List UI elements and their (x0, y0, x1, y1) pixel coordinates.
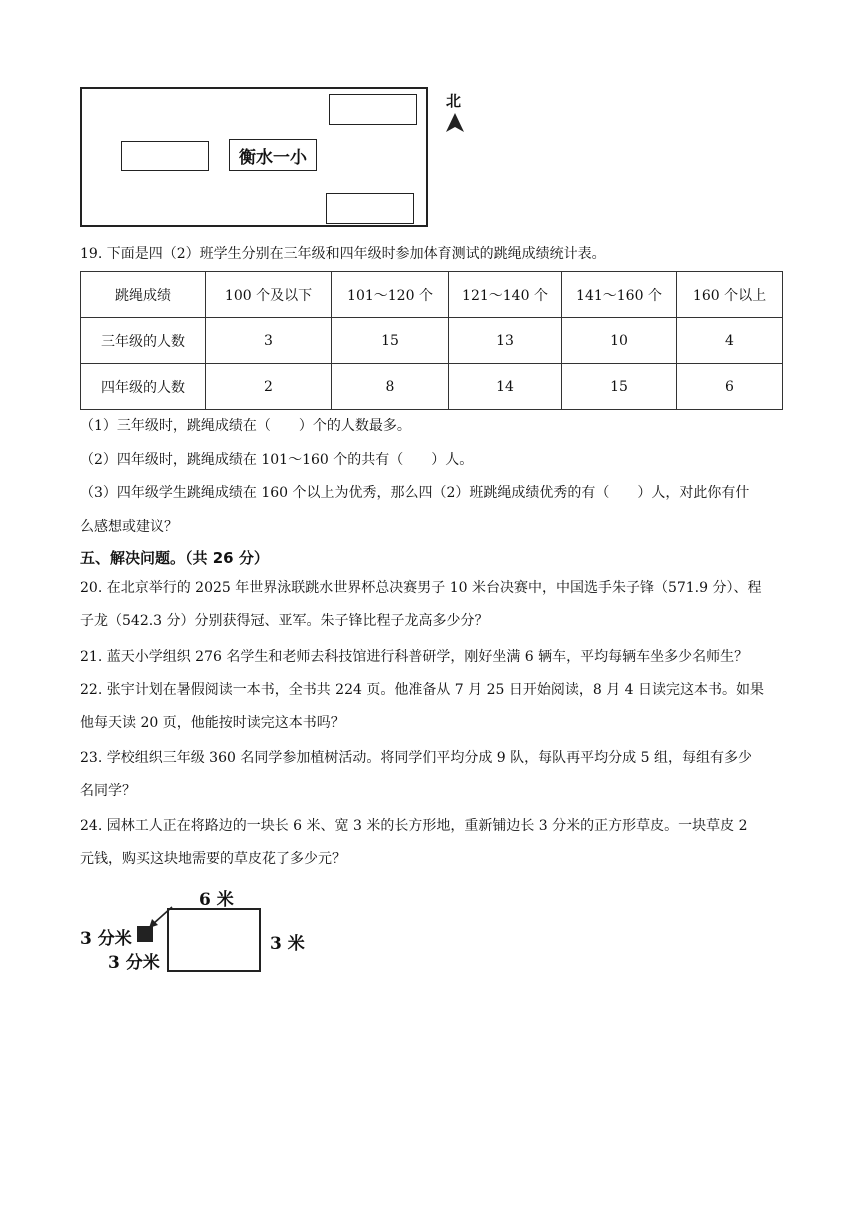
table-cell: 四年级的人数 (81, 364, 206, 410)
table-cell: 3 (206, 318, 332, 364)
map-blank-box-top-right (329, 94, 417, 125)
map-blank-box-bottom-right (326, 193, 414, 224)
q24-line1: 24. 园林工人正在将路边的一块长 6 米、宽 3 米的长方形地，重新铺边长 3 分米的正方形草皮。一块草皮 2 (80, 818, 748, 834)
q19-sub2: （2）四年级时，跳绳成绩在 101～160 个的共有（ ）人。 (80, 452, 474, 468)
north-arrow-icon (445, 112, 465, 134)
table-cell: 14 (449, 364, 562, 410)
tile-bottom-label: 3 分米 (108, 953, 160, 973)
field-rectangle (167, 908, 261, 972)
jump-rope-table (80, 271, 783, 410)
q19-sub3-line2: 么感想或建议？ (80, 519, 178, 535)
table-cell: 8 (332, 364, 449, 410)
table-cell: 6 (677, 364, 783, 410)
table-header-cell: 121～140 个 (449, 272, 562, 318)
table-header-cell: 101～120 个 (332, 272, 449, 318)
table-cell: 三年级的人数 (81, 318, 206, 364)
table-cell: 15 (562, 364, 677, 410)
tile-side-label: 3 分米 (80, 929, 132, 949)
q22-line1: 22. 张宇计划在暑假阅读一本书，全书共 224 页。他准备从 7 月 25 日开始阅读，8 月 4 日读完这本书。如果 (80, 682, 765, 698)
q20-line1: 20. 在北京举行的 2025 年世界泳联跳水世界杯总决赛男子 10 米台决赛中，中国选手朱子锋（571.9 分）、程 (80, 580, 762, 596)
q19-intro: 19. 下面是四（2）班学生分别在三年级和四年级时参加体育测试的跳绳成绩统计表。 (80, 246, 606, 262)
q24-line2: 元钱，购买这块地需要的草皮花了多少元？ (80, 851, 346, 867)
q22-line2: 他每天读 20 页，他能按时读完这本书吗？ (80, 715, 345, 731)
table-cell: 15 (332, 318, 449, 364)
section-title: 五、解决问题。（共 26 分） (80, 549, 269, 567)
figure-length-label: 6 米 (199, 890, 234, 910)
pointer-arrow-icon (145, 904, 175, 930)
table-cell: 2 (206, 364, 332, 410)
table-cell: 13 (449, 318, 562, 364)
table-header-cell: 100 个及以下 (206, 272, 332, 318)
table-cell: 10 (562, 318, 677, 364)
q20-line2: 子龙（542.3 分）分别获得冠、亚军。朱子锋比程子龙高多少分？ (80, 613, 489, 629)
q23-line1: 23. 学校组织三年级 360 名同学参加植树活动。将同学们平均分成 9 队，每队再平均分成 5 组，每组有多少 (80, 750, 752, 766)
q19-sub1: （1）三年级时，跳绳成绩在（ ）个的人数最多。 (80, 418, 411, 434)
q21-line1: 21. 蓝天小学组织 276 名学生和老师去科技馆进行科普研学，刚好坐满 6 辆车，平均每辆车坐多少名师生？ (80, 649, 749, 665)
north-label: 北 (446, 92, 462, 110)
figure-width-label: 3 米 (270, 934, 305, 954)
q23-line2: 名同学？ (80, 783, 136, 799)
q19-sub3-line1: （3）四年级学生跳绳成绩在 160 个以上为优秀，那么四（2）班跳绳成绩优秀的有（ ）人，对此你有什 (80, 485, 750, 501)
table-row (81, 318, 783, 364)
table-row (81, 364, 783, 410)
table-header-cell: 141～160 个 (562, 272, 677, 318)
table-header-cell: 跳绳成绩 (81, 272, 206, 318)
table-cell: 4 (677, 318, 783, 364)
table-header-row (81, 272, 783, 318)
table-header-cell: 160 个以上 (677, 272, 783, 318)
map-blank-box-left (121, 141, 209, 171)
school-label: 衡水一小 (229, 139, 317, 171)
